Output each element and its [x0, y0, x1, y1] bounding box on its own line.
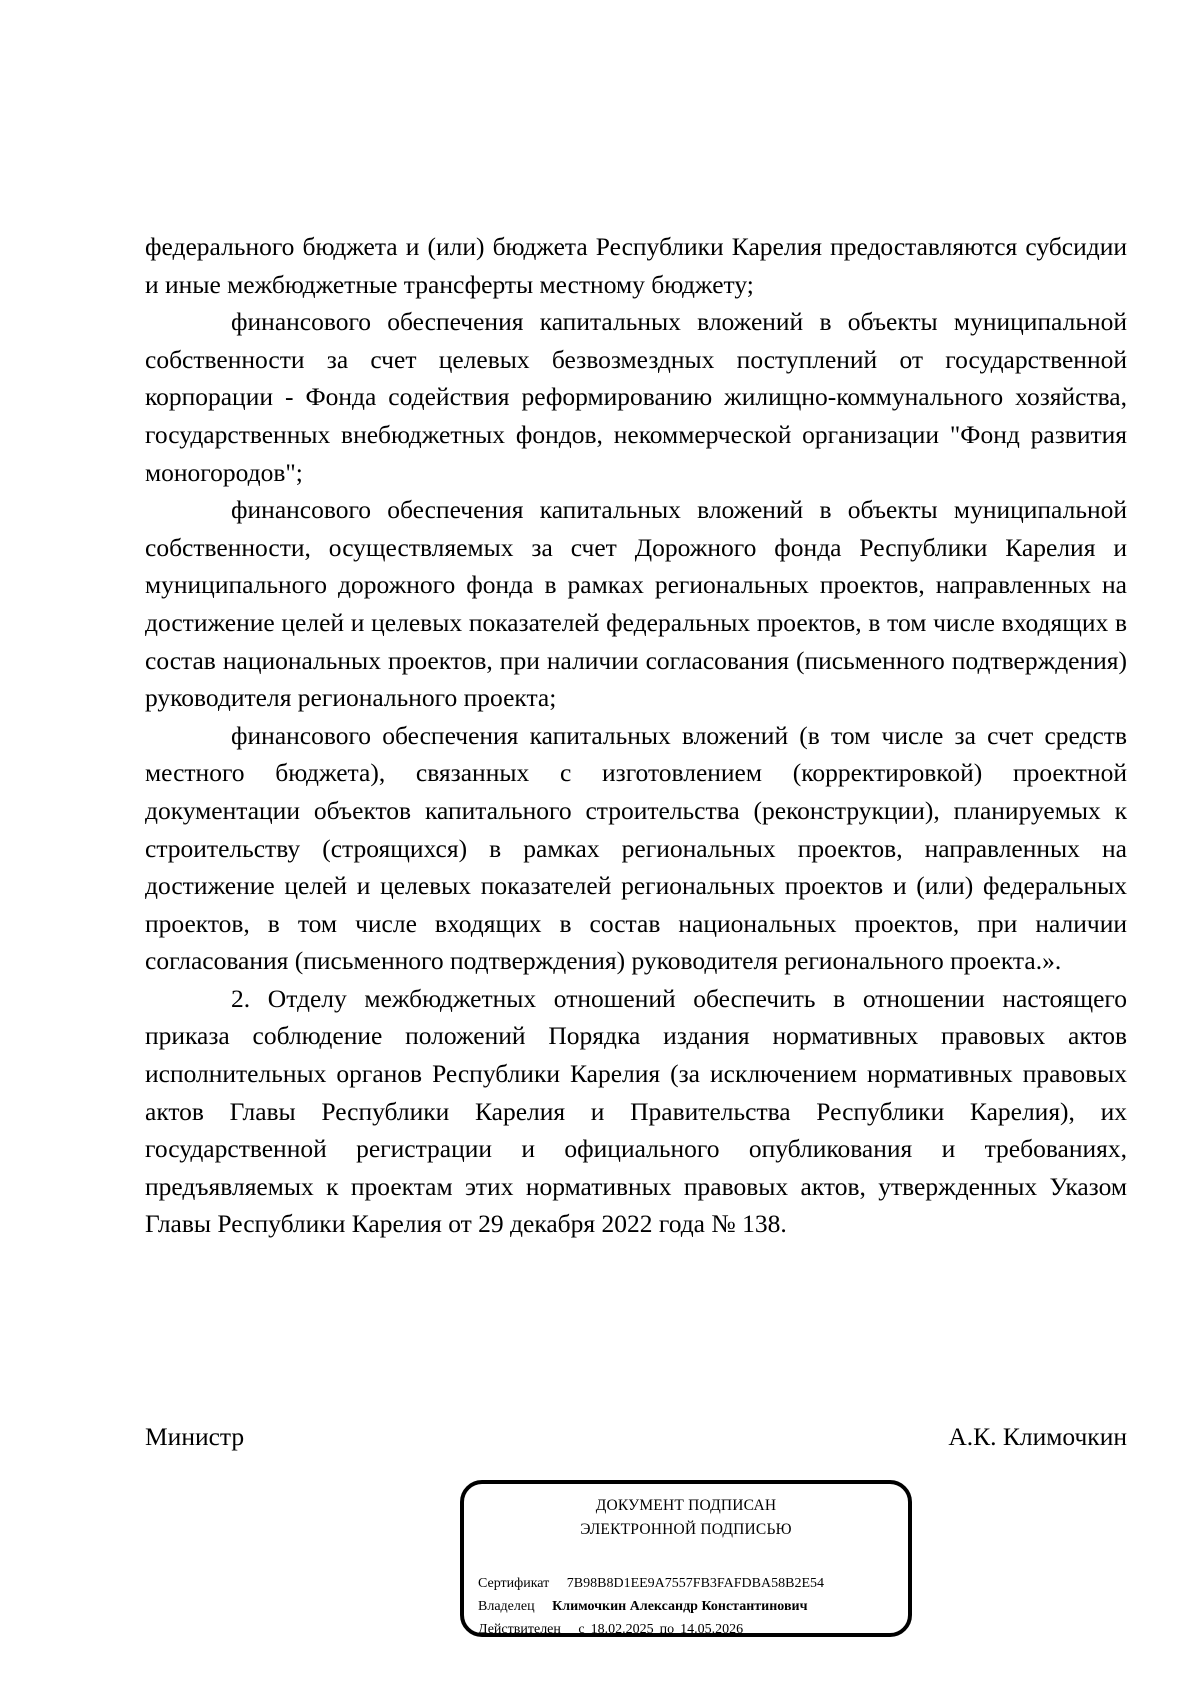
- stamp-certificate-row: [478, 1574, 824, 1594]
- certificate-value: 7B98B8D1EE9A7557FB3FAFDBA58B2E54: [566, 1576, 824, 1591]
- paragraph: финансового обеспечения капитальных вложений в объекты муниципальной собственности за счет целевых безвозмездных поступлений от государственной корпорации - Фонда содействия реформированию жилищно-коммунального хозяйства, государственных внебюджетных фондов, некоммерческой организации "Фонд развития моногородов";: [145, 307, 1127, 487]
- paragraph: финансового обеспечения капитальных вложений в объекты муниципальной собственности, осуществляемых за счет Дорожного фонда Республики Карелия и муниципального дорожного фонда в рамках региональных проектов, направленных на достижение целей и целевых показателей федеральных проектов, в том числе входящих в состав национальных проектов, при наличии согласования (письменного подтверждения) руководителя регионального проекта;: [145, 495, 1127, 713]
- valid-from-date: 18.02.2025: [590, 1622, 654, 1637]
- document-body: [145, 228, 1127, 1243]
- electronic-signature-stamp: [460, 1480, 912, 1637]
- validity-label: Действителен: [478, 1622, 561, 1637]
- valid-from-prefix: с: [578, 1622, 585, 1637]
- valid-to-prefix: по: [659, 1622, 675, 1637]
- stamp-header: [464, 1494, 908, 1542]
- stamp-header-line: ДОКУМЕНТ ПОДПИСАН: [595, 1497, 777, 1514]
- paragraph: федерального бюджета и (или) бюджета Республики Карелия предоставляются субсидии и иные межбюджетные трансферты местному бюджету;: [145, 232, 1127, 299]
- stamp-owner-row: [478, 1597, 807, 1617]
- signer-name: А.К. Климочкин: [948, 1422, 1127, 1451]
- paragraph: финансового обеспечения капитальных вложений (в том числе за счет средств местного бюджета), связанных с изготовлением (корректировкой) проектной документации объектов капитального строительства (реконструкции), планируемых к строительству (строящихся) в рамках региональных проектов, направленных на достижение целей и целевых показателей региональных проектов и (или) федеральных проектов, в том числе входящих в состав национальных проектов, при наличии согласования (письменного подтверждения) руководителя регионального проекта.».: [145, 720, 1127, 976]
- stamp-validity-row: [478, 1620, 749, 1640]
- certificate-label: Сертификат: [478, 1576, 550, 1591]
- paragraph: 2. Отделу межбюджетных отношений обеспечить в отношении настоящего приказа соблюдение положений Порядка издания нормативных правовых актов исполнительных органов Республики Карелия (за исключением нормативных правовых актов Главы Республики Карелия и Правительства Республики Карелия), их государственной регистрации и официального опубликования и требованиях, предъявляемых к проектам этих нормативных правовых актов, утвержденных Указом Главы Республики Карелия от 29 декабря 2022 года № 138.: [145, 983, 1127, 1239]
- signer-position: Министр: [145, 1422, 245, 1451]
- valid-to-date: 14.05.2026: [680, 1622, 744, 1637]
- owner-label: Владелец: [478, 1599, 535, 1614]
- signature-block: [145, 1418, 1127, 1456]
- validity-value: [578, 1620, 749, 1640]
- owner-value: Климочкин Александр Константинович: [552, 1599, 808, 1614]
- stamp-header-line: ЭЛЕКТРОННОЙ ПОДПИСЬЮ: [580, 1521, 792, 1538]
